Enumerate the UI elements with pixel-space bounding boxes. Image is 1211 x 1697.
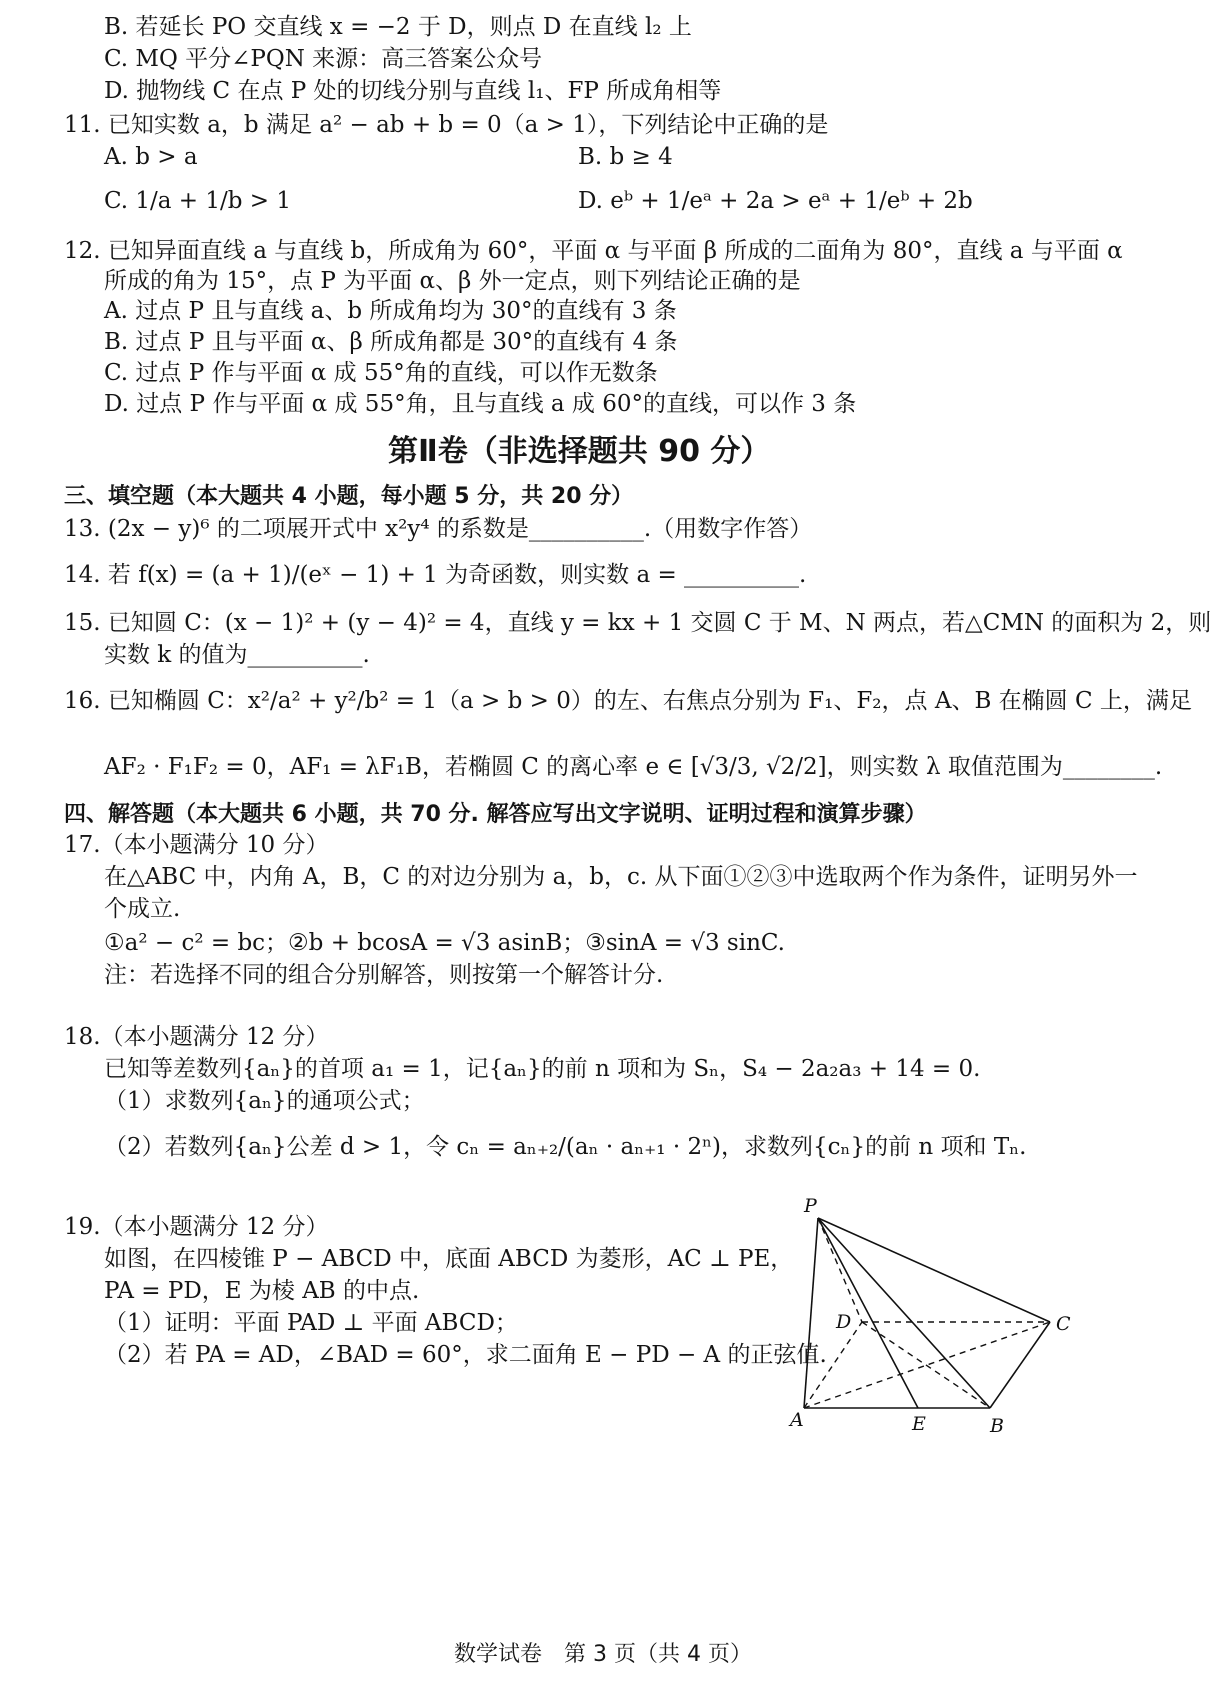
q19-line2: PA = PD，E 为棱 AB 的中点.	[104, 1278, 420, 1304]
q10-option-d: D. 抛物线 C 在点 P 处的切线分别与直线 l₁、FP 所成角相等	[104, 78, 722, 104]
q11-option-a: A. b > a	[104, 144, 198, 170]
q14: 14. 若 f(x) = (a + 1)/(eˣ − 1) + 1 为奇函数，则实数 a = __________.	[64, 562, 807, 588]
q13: 13. (2x − y)⁶ 的二项展开式中 x²y⁴ 的系数是__________.（用数字作答）	[64, 516, 813, 542]
pyramid-figure	[790, 1195, 1110, 1550]
q11-stem: 11. 已知实数 a，b 满足 a² − ab + b = 0（a > 1），下列结论中正确的是	[64, 112, 829, 138]
q12-option-c: C. 过点 P 作与平面 α 成 55°角的直线，可以作无数条	[104, 360, 658, 386]
label-p: P	[804, 1195, 817, 1217]
q18-part2: （2）若数列{aₙ}公差 d > 1，令 cₙ = aₙ₊₂/(aₙ · aₙ₊₁ · 2ⁿ)，求数列{cₙ}的前 n 项和 Tₙ.	[104, 1134, 1027, 1160]
q12-stem-line2: 所成的角为 15°，点 P 为平面 α、β 外一定点，则下列结论正确的是	[104, 268, 801, 294]
q11-option-b: B. b ≥ 4	[578, 144, 673, 170]
q18-header: 18.（本小题满分 12 分）	[64, 1024, 329, 1050]
q16-line1: 16. 已知椭圆 C：x²/a² + y²/b² = 1（a > b > 0）的左、右焦点分别为 F₁、F₂，点 A、B 在椭圆 C 上，满足	[64, 688, 1192, 714]
label-e: E	[912, 1413, 926, 1435]
q17-conditions: ①a² − c² = bc；②b + bcosA = √3 asinB；③sinA = √3 sinC.	[104, 930, 785, 956]
diagonal-bd	[862, 1322, 990, 1408]
edge-pa	[804, 1218, 818, 1408]
q11-option-c: C. 1/a + 1/b > 1	[104, 188, 292, 214]
label-a: A	[790, 1409, 804, 1431]
q17-note: 注：若选择不同的组合分别解答，则按第一个解答计分.	[104, 962, 664, 988]
edge-bc	[990, 1322, 1050, 1408]
edge-pd	[818, 1218, 862, 1322]
label-c: C	[1056, 1313, 1071, 1335]
q10-option-b: B. 若延长 PO 交直线 x = −2 于 D，则点 D 在直线 l₂ 上	[104, 14, 692, 40]
q19-header: 19.（本小题满分 12 分）	[64, 1214, 329, 1240]
q11-option-d: D. eᵇ + 1/eᵃ + 2a > eᵃ + 1/eᵇ + 2b	[578, 188, 973, 214]
q17-line2: 个成立.	[104, 896, 181, 922]
edge-pc	[818, 1218, 1050, 1322]
q19-line1: 如图，在四棱锥 P − ABCD 中，底面 ABCD 为菱形，AC ⊥ PE，	[104, 1246, 794, 1272]
q12-stem-line1: 12. 已知异面直线 a 与直线 b，所成角为 60°，平面 α 与平面 β 所成的二面角为 80°，直线 a 与平面 α	[64, 238, 1123, 264]
label-b: B	[990, 1415, 1004, 1437]
q17-header: 17.（本小题满分 10 分）	[64, 832, 329, 858]
q16-line2: AF₂ · F₁F₂ = 0，AF₁ = λF₁B，若椭圆 C 的离心率 e ∈ [√3/3, √2/2]，则实数 λ 取值范围为________.	[104, 754, 1163, 780]
q12-option-a: A. 过点 P 且与直线 a、b 所成角均为 30°的直线有 3 条	[104, 298, 677, 324]
q15-line2: 实数 k 的值为__________.	[104, 642, 370, 668]
page-footer: 数学试卷 第 3 页（共 4 页）	[454, 1642, 752, 1667]
section4-heading: 四、解答题（本大题共 6 小题，共 70 分. 解答应写出文字说明、证明过程和演算步骤）	[64, 802, 927, 827]
q15-line1: 15. 已知圆 C：(x − 1)² + (y − 4)² = 4，直线 y = kx + 1 交圆 C 于 M、N 两点，若△CMN 的面积为 2，则	[64, 610, 1211, 636]
q12-option-b: B. 过点 P 且与平面 α、β 所成角都是 30°的直线有 4 条	[104, 329, 678, 355]
label-d: D	[836, 1311, 852, 1333]
q12-option-d: D. 过点 P 作与平面 α 成 55°角，且与直线 a 成 60°的直线，可以作 3 条	[104, 391, 857, 417]
q19-part1: （1）证明：平面 PAD ⊥ 平面 ABCD；	[104, 1310, 518, 1336]
q19-part2: （2）若 PA = AD，∠BAD = 60°，求二面角 E − PD − A 的正弦值.	[104, 1342, 827, 1368]
q18-part1: （1）求数列{aₙ}的通项公式；	[104, 1088, 425, 1114]
q17-line1: 在△ABC 中，内角 A，B，C 的对边分别为 a，b，c. 从下面①②③中选取两个作为条件，证明另外一	[104, 864, 1138, 890]
q10-option-c: C. MQ 平分∠PQN 来源：高三答案公众号	[104, 46, 543, 72]
part2-title: 第Ⅱ卷（非选择题共 90 分）	[388, 434, 771, 469]
q18-line1: 已知等差数列{aₙ}的首项 a₁ = 1，记{aₙ}的前 n 项和为 Sₙ，S₄ − 2a₂a₃ + 14 = 0.	[104, 1056, 981, 1082]
section3-heading: 三、填空题（本大题共 4 小题，每小题 5 分，共 20 分）	[64, 484, 634, 509]
